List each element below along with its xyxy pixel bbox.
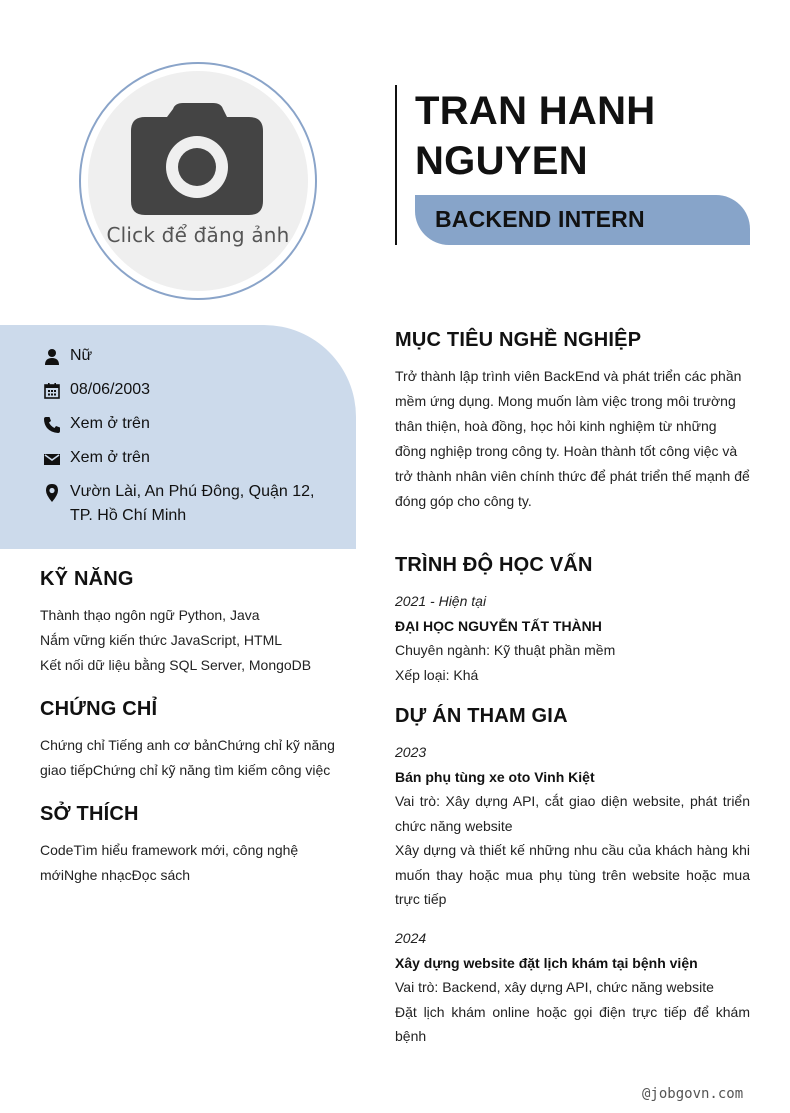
hobbies-heading: SỞ THÍCH bbox=[40, 803, 139, 825]
education-block bbox=[395, 589, 750, 687]
skills-list bbox=[40, 603, 356, 678]
project-year: 2024 bbox=[395, 930, 427, 946]
job-title: BACKEND INTERN bbox=[435, 206, 645, 232]
project-year: 2023 bbox=[395, 744, 427, 760]
project-name: Xây dựng website đặt lịch khám tại bệnh viện bbox=[395, 954, 698, 971]
upload-label: Click để đăng ảnh bbox=[106, 223, 290, 247]
skill-item: Nắm vững kiến thức JavaScript, HTML bbox=[40, 632, 283, 648]
certificates-heading: CHỨNG CHỈ bbox=[40, 698, 158, 720]
calendar-icon bbox=[42, 381, 62, 401]
education-rank: Xếp loại: Khá bbox=[395, 666, 479, 683]
skill-item: Thành thạo ngôn ngữ Python, Java bbox=[40, 607, 260, 623]
job-title-badge bbox=[415, 195, 750, 245]
objective-heading: MỤC TIÊU NGHỀ NGHIỆP bbox=[395, 329, 642, 351]
education-major: Chuyên ngành: Kỹ thuật phần mềm bbox=[395, 642, 616, 658]
avatar-upload[interactable] bbox=[88, 71, 308, 291]
education-school: ĐẠI HỌC NGUYỄN TẤT THÀNH bbox=[395, 617, 602, 634]
project-item bbox=[395, 740, 750, 912]
contact-panel bbox=[0, 325, 356, 549]
phone-value: Xem ở trên bbox=[70, 415, 150, 432]
candidate-name: TRAN HANH NGUYEN bbox=[415, 89, 656, 183]
location-pin-icon bbox=[42, 483, 62, 503]
name-divider bbox=[395, 85, 397, 245]
skills-heading: KỸ NĂNG bbox=[40, 568, 134, 590]
certificates-text: Chứng chỉ Tiếng anh cơ bảnChứng chỉ kỹ năng giao tiếpChứng chỉ kỹ năng tìm kiếm công việc bbox=[40, 737, 335, 778]
email-icon bbox=[42, 449, 62, 469]
education-period: 2021 - Hiện tại bbox=[395, 593, 487, 609]
address-line-1: Vườn Lài, An Phú Đông, Quận 12, bbox=[70, 483, 315, 500]
address-line-2: TP. Hồ Chí Minh bbox=[70, 507, 187, 524]
projects-heading: DỰ ÁN THAM GIA bbox=[395, 705, 568, 727]
project-item bbox=[395, 926, 750, 1049]
education-heading: TRÌNH ĐỘ HỌC VẤN bbox=[395, 554, 593, 576]
birthday-value: 08/06/2003 bbox=[70, 381, 151, 398]
watermark: @jobgovn.com bbox=[642, 1086, 744, 1102]
phone-icon bbox=[42, 415, 62, 435]
objective-text: Trở thành lập trình viên BackEnd và phát triển các phần mềm ứng dụng. Mong muốn làm việc trong môi trường thân thiện, hoà đồng, học hỏi kinh nghiệm từ những đồng nghiệp trong công ty. Hoàn thành tốt công việc và trở thành nhân viên chính thức để phát triển thế mạnh để đóng góp cho công ty. bbox=[395, 368, 750, 509]
project-name: Bán phụ tùng xe oto Vinh Kiệt bbox=[395, 768, 595, 785]
skill-item: Kết nối dữ liệu bằng SQL Server, MongoDB bbox=[40, 657, 312, 673]
hobbies-text: CodeTìm hiểu framework mới, công nghệ mớiNghe nhạcĐọc sách bbox=[40, 842, 299, 883]
gender-value: Nữ bbox=[70, 347, 93, 364]
camera-icon bbox=[131, 101, 263, 215]
email-value: Xem ở trên bbox=[70, 449, 150, 466]
project-description: Đặt lịch khám online hoặc gọi điện trực tiếp để khám bệnh bbox=[395, 1003, 750, 1044]
project-role: Vai trò: Xây dựng API, cắt giao diện website, phát triển chức năng website bbox=[395, 793, 750, 834]
person-icon bbox=[42, 347, 62, 367]
project-description: Xây dựng và thiết kế những nhu cầu của khách hàng khi muốn thay hoặc mua phụ tùng trên website hoặc mua trực tiếp bbox=[395, 842, 750, 907]
project-role: Vai trò: Backend, xây dựng API, chức năng website bbox=[395, 979, 714, 995]
